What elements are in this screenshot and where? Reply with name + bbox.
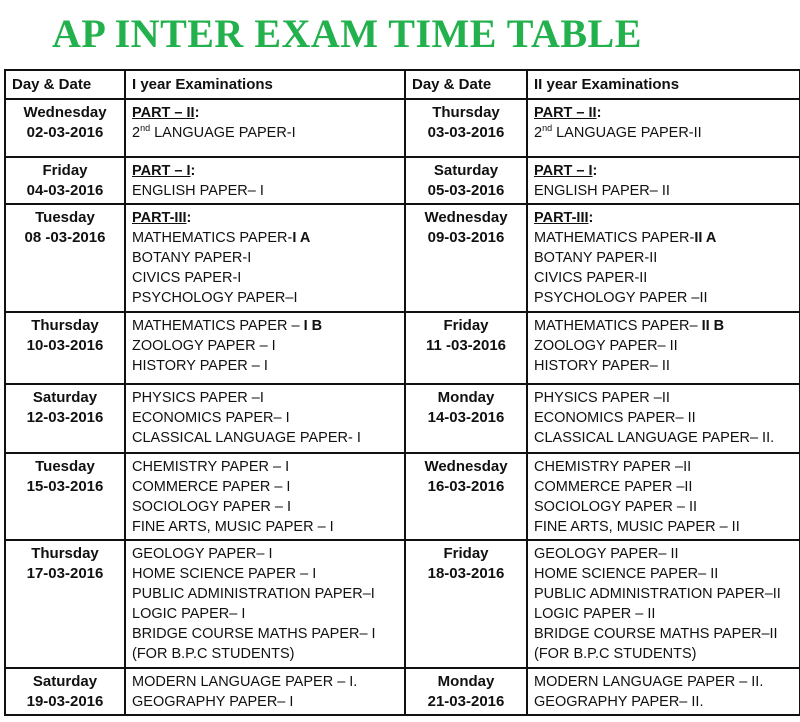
first-year-exam-cell (125, 540, 405, 668)
exam-line: HISTORY PAPER – I (132, 358, 268, 374)
exam-line: FINE ARTS, MUSIC PAPER – I (132, 519, 334, 535)
header-day-date-2: Day & Date (405, 70, 527, 99)
exam-line: SOCIOLOGY PAPER – II (534, 499, 698, 515)
exam-line: MODERN LANGUAGE PAPER – I. (132, 674, 358, 690)
header-second-year: II year Examinations (527, 70, 800, 99)
day-name: Saturday (32, 389, 98, 406)
exam-date: 08 -03-2016 (24, 229, 106, 246)
table-row (5, 99, 800, 157)
exam-line: GEOLOGY PAPER– II (534, 546, 679, 562)
exam-date: 12-03-2016 (26, 409, 104, 426)
day-name: Saturday (433, 162, 499, 179)
second-year-exam-cell (527, 540, 800, 668)
exam-line: MATHEMATICS PAPER-I A (132, 230, 311, 246)
exam-line: HOME SCIENCE PAPER – I (132, 566, 317, 582)
exam-line: PHYSICS PAPER –II (534, 390, 670, 406)
day-name: Monday (437, 673, 495, 690)
first-year-exam-cell: PART – II: 2nd LANGUAGE PAPER-I (125, 99, 405, 157)
table-row (5, 540, 800, 668)
exam-line: 2nd LANGUAGE PAPER-II (534, 123, 702, 141)
first-year-exam-cell: PART-III: MATHEMATICS PAPER-I A BOTANY PAPER-I CIVICS PAPER-I PSYCHOLOGY PAPER–I (125, 204, 405, 312)
second-year-date-cell (405, 204, 527, 312)
second-year-date-cell (405, 453, 527, 540)
first-year-date-cell (5, 540, 125, 668)
exam-line: 2nd LANGUAGE PAPER-I (132, 123, 296, 141)
second-year-date-cell (405, 99, 527, 157)
exam-line: CLASSICAL LANGUAGE PAPER- I (132, 430, 361, 446)
exam-line: GEOLOGY PAPER– I (132, 546, 273, 562)
second-year-exam-cell (527, 668, 800, 715)
day-name: Monday (437, 389, 495, 406)
first-year-date-cell (5, 204, 125, 312)
first-year-exam-cell (125, 453, 405, 540)
table-row (5, 157, 800, 204)
exam-line: GEOGRAPHY PAPER– I (132, 694, 294, 710)
exam-line: BOTANY PAPER-II (534, 250, 658, 266)
exam-date: 09-03-2016 (427, 229, 505, 246)
second-year-exam-cell (527, 312, 800, 384)
table-row (5, 204, 800, 312)
exam-line: ECONOMICS PAPER– II (534, 410, 696, 426)
exam-date: 17-03-2016 (26, 565, 104, 582)
exam-line: SOCIOLOGY PAPER – I (132, 499, 292, 515)
exam-line: COMMERCE PAPER – I (132, 479, 291, 495)
exam-line: ECONOMICS PAPER– I (132, 410, 290, 426)
header-row (5, 70, 800, 99)
second-year-exam-cell: PART – I: ENGLISH PAPER– II (527, 157, 800, 204)
exam-line: ZOOLOGY PAPER– II (534, 338, 678, 354)
day-name: Thursday (432, 104, 500, 121)
day-name: Tuesday (35, 209, 95, 226)
exam-date: 05-03-2016 (427, 182, 505, 199)
day-name: Friday (443, 545, 489, 562)
exam-line: LOGIC PAPER– I (132, 606, 246, 622)
page-title: AP INTER EXAM TIME TABLE (52, 11, 642, 56)
exam-date: 18-03-2016 (427, 565, 505, 582)
exam-line: CHEMISTRY PAPER –II (534, 459, 692, 475)
day-name: Wednesday (424, 209, 508, 226)
part-heading: PART-III (132, 210, 187, 226)
exam-line: BOTANY PAPER-I (132, 250, 252, 266)
exam-date: 16-03-2016 (427, 478, 505, 495)
table-row (5, 668, 800, 715)
exam-line: LOGIC PAPER – II (534, 606, 656, 622)
first-year-date-cell (5, 453, 125, 540)
exam-line: PSYCHOLOGY PAPER –II (534, 290, 708, 306)
exam-date: 14-03-2016 (427, 409, 505, 426)
day-name: Wednesday (23, 104, 107, 121)
day-name: Wednesday (424, 458, 508, 475)
day-name: Friday (42, 162, 88, 179)
part-heading: PART – I (132, 163, 191, 179)
second-year-exam-cell (527, 453, 800, 540)
second-year-exam-cell (527, 384, 800, 453)
second-year-exam-cell: PART-III: MATHEMATICS PAPER-II A BOTANY PAPER-II CIVICS PAPER-II PSYCHOLOGY PAPER –II (527, 204, 800, 312)
exam-line: CIVICS PAPER-II (534, 270, 648, 286)
exam-line: ENGLISH PAPER– I (132, 183, 264, 199)
second-year-date-cell (405, 312, 527, 384)
second-year-exam-cell: PART – II: 2nd LANGUAGE PAPER-II (527, 99, 800, 157)
exam-line: (FOR B.P.C STUDENTS) (132, 646, 295, 662)
exam-date: 04-03-2016 (26, 182, 104, 199)
exam-line: MATHEMATICS PAPER– II B (534, 318, 725, 334)
second-year-date-cell (405, 157, 527, 204)
day-name: Thursday (31, 545, 99, 562)
exam-line: MATHEMATICS PAPER – I B (132, 318, 323, 334)
exam-line: HISTORY PAPER– II (534, 358, 670, 374)
exam-line: MODERN LANGUAGE PAPER – II. (534, 674, 764, 690)
exam-date: 10-03-2016 (26, 337, 104, 354)
exam-line: CIVICS PAPER-I (132, 270, 242, 286)
day-name: Saturday (32, 673, 98, 690)
part-heading: PART – I (534, 163, 593, 179)
exam-date: 02-03-2016 (26, 124, 104, 141)
exam-date: 21-03-2016 (427, 693, 505, 710)
first-year-date-cell (5, 668, 125, 715)
part-heading: PART – II (534, 105, 597, 121)
table-row (5, 312, 800, 384)
day-name: Thursday (31, 317, 99, 334)
header-first-year: I year Examinations (125, 70, 405, 99)
second-year-date-cell (405, 540, 527, 668)
table-row (5, 453, 800, 540)
exam-date: 11 -03-2016 (425, 337, 507, 354)
exam-line: PUBLIC ADMINISTRATION PAPER–II (534, 586, 781, 602)
first-year-exam-cell (125, 384, 405, 453)
second-year-date-cell (405, 668, 527, 715)
day-name: Friday (443, 317, 489, 334)
exam-line: PSYCHOLOGY PAPER–I (132, 290, 298, 306)
exam-line: MATHEMATICS PAPER-II A (534, 230, 717, 246)
exam-line: ZOOLOGY PAPER – I (132, 338, 276, 354)
first-year-exam-cell: PART – I: ENGLISH PAPER– I (125, 157, 405, 204)
exam-line: CLASSICAL LANGUAGE PAPER– II. (534, 430, 775, 446)
exam-date: 19-03-2016 (26, 693, 104, 710)
exam-line: FINE ARTS, MUSIC PAPER – II (534, 519, 740, 535)
part-heading: PART-III (534, 210, 589, 226)
exam-line: GEOGRAPHY PAPER– II. (534, 694, 704, 710)
table-row (5, 384, 800, 453)
exam-line: PHYSICS PAPER –I (132, 390, 264, 406)
exam-line: HOME SCIENCE PAPER– II (534, 566, 719, 582)
exam-date: 03-03-2016 (427, 124, 505, 141)
exam-line: BRIDGE COURSE MATHS PAPER– I (132, 626, 376, 642)
first-year-date-cell (5, 99, 125, 157)
first-year-exam-cell (125, 312, 405, 384)
exam-line: (FOR B.P.C STUDENTS) (534, 646, 697, 662)
first-year-date-cell (5, 312, 125, 384)
first-year-date-cell (5, 384, 125, 453)
day-name: Tuesday (35, 458, 95, 475)
first-year-exam-cell (125, 668, 405, 715)
exam-line: COMMERCE PAPER –II (534, 479, 693, 495)
second-year-date-cell (405, 384, 527, 453)
exam-line: ENGLISH PAPER– II (534, 183, 670, 199)
first-year-date-cell (5, 157, 125, 204)
header-day-date-1: Day & Date (5, 70, 125, 99)
exam-line: CHEMISTRY PAPER – I (132, 459, 290, 475)
exam-date: 15-03-2016 (26, 478, 104, 495)
exam-line: PUBLIC ADMINISTRATION PAPER–I (132, 586, 375, 602)
exam-line: BRIDGE COURSE MATHS PAPER–II (534, 626, 778, 642)
exam-timetable (4, 69, 800, 716)
part-heading: PART – II (132, 105, 195, 121)
